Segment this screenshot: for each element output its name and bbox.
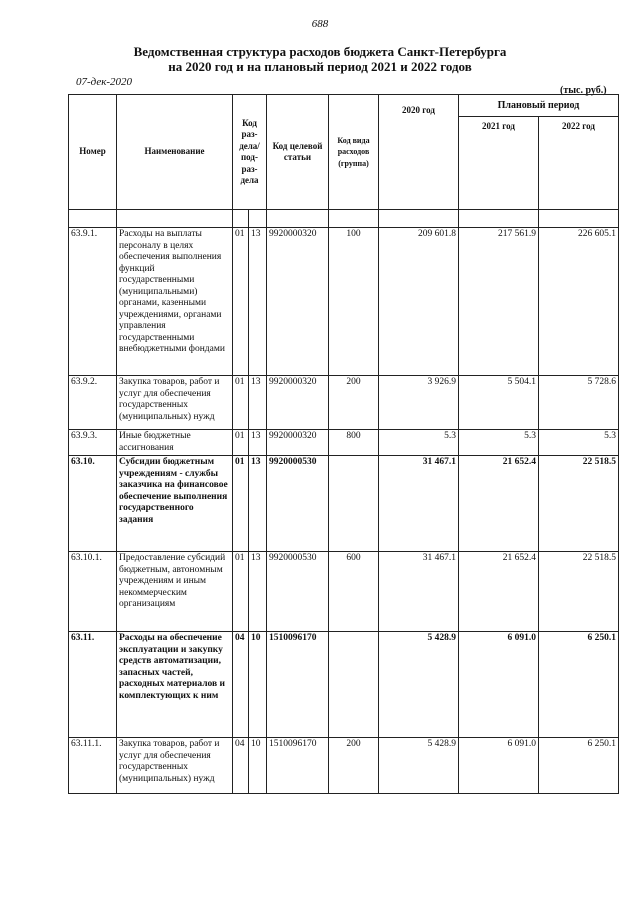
row-target: 9920000320 bbox=[267, 376, 329, 430]
row-2021: 217 561.9 bbox=[459, 228, 539, 376]
table-row bbox=[69, 456, 619, 552]
row-number: 63.9.1. bbox=[69, 228, 117, 376]
row-number: 63.9.3. bbox=[69, 430, 117, 456]
row-subsection: 10 bbox=[249, 738, 267, 794]
row-2020: 31 467.1 bbox=[379, 552, 459, 632]
row-subsection: 13 bbox=[249, 228, 267, 376]
row-number: 63.11.1. bbox=[69, 738, 117, 794]
row-target: 1510096170 bbox=[267, 738, 329, 794]
row-number: 63.11. bbox=[69, 632, 117, 738]
units-label: (тыс. руб.) bbox=[560, 85, 607, 96]
row-type bbox=[329, 456, 379, 552]
row-subsection: 10 bbox=[249, 632, 267, 738]
row-section: 01 bbox=[233, 228, 249, 376]
table-row bbox=[69, 228, 619, 376]
row-section: 01 bbox=[233, 456, 249, 552]
table-row bbox=[69, 552, 619, 632]
row-2021: 6 091.0 bbox=[459, 738, 539, 794]
row-2020: 5.3 bbox=[379, 430, 459, 456]
header-2020: 2020 год bbox=[379, 95, 459, 210]
header-expense-type: Код вида расходов (группа) bbox=[329, 95, 379, 210]
row-type: 100 bbox=[329, 228, 379, 376]
expenses-table bbox=[68, 94, 619, 794]
row-name: Субсидии бюджетным учреждениям - службы заказчика на финансовое обеспечение выполнения государственного задания bbox=[117, 456, 233, 552]
row-2021: 5 504.1 bbox=[459, 376, 539, 430]
header-name: Наименование bbox=[117, 95, 233, 210]
row-2022: 226 605.1 bbox=[539, 228, 619, 376]
document-date: 07-дек-2020 bbox=[76, 76, 133, 88]
row-target: 9920000530 bbox=[267, 456, 329, 552]
row-type: 200 bbox=[329, 738, 379, 794]
row-subsection: 13 bbox=[249, 456, 267, 552]
row-target: 9920000530 bbox=[267, 552, 329, 632]
row-number: 63.10. bbox=[69, 456, 117, 552]
header-2021: 2021 год bbox=[459, 117, 539, 210]
row-name: Закупка товаров, работ и услуг для обеспечения государственных (муниципальных) нужд bbox=[117, 376, 233, 430]
row-2021: 21 652.4 bbox=[459, 456, 539, 552]
header-target: Код целевой статьи bbox=[267, 95, 329, 210]
row-number: 63.10.1. bbox=[69, 552, 117, 632]
row-2022: 5.3 bbox=[539, 430, 619, 456]
document-title bbox=[0, 44, 640, 74]
row-subsection: 13 bbox=[249, 430, 267, 456]
row-type: 800 bbox=[329, 430, 379, 456]
row-2021: 6 091.0 bbox=[459, 632, 539, 738]
row-section: 04 bbox=[233, 632, 249, 738]
row-subsection: 13 bbox=[249, 552, 267, 632]
table-row bbox=[69, 376, 619, 430]
header-2022: 2022 год bbox=[539, 117, 619, 210]
header-section: Код раз- дела/ под- раз- дела bbox=[233, 95, 267, 210]
row-2022: 6 250.1 bbox=[539, 738, 619, 794]
table-row bbox=[69, 430, 619, 456]
row-2022: 22 518.5 bbox=[539, 456, 619, 552]
row-target: 9920000320 bbox=[267, 228, 329, 376]
row-type bbox=[329, 632, 379, 738]
row-section: 01 bbox=[233, 430, 249, 456]
header-number: Номер bbox=[69, 95, 117, 210]
row-2020: 3 926.9 bbox=[379, 376, 459, 430]
table-row bbox=[69, 738, 619, 794]
row-subsection: 13 bbox=[249, 376, 267, 430]
row-name: Расходы на обеспечение эксплуатации и закупку средств автоматизации, запасных частей, расходных материалов и комплектующих к ним bbox=[117, 632, 233, 738]
title-line-2: на 2020 год и на плановый период 2021 и 2022 годов bbox=[168, 59, 472, 74]
row-2021: 5.3 bbox=[459, 430, 539, 456]
row-2022: 22 518.5 bbox=[539, 552, 619, 632]
row-section: 01 bbox=[233, 376, 249, 430]
row-2022: 5 728.6 bbox=[539, 376, 619, 430]
header-planned: Плановый период bbox=[459, 95, 619, 117]
row-target: 9920000320 bbox=[267, 430, 329, 456]
row-2020: 5 428.9 bbox=[379, 632, 459, 738]
row-2021: 21 652.4 bbox=[459, 552, 539, 632]
page-number: 688 bbox=[311, 18, 329, 30]
row-number: 63.9.2. bbox=[69, 376, 117, 430]
row-2020: 209 601.8 bbox=[379, 228, 459, 376]
row-target: 1510096170 bbox=[267, 632, 329, 738]
table-row bbox=[69, 632, 619, 738]
row-name: Закупка товаров, работ и услуг для обеспечения государственных (муниципальных) нужд bbox=[117, 738, 233, 794]
row-section: 01 bbox=[233, 552, 249, 632]
row-section: 04 bbox=[233, 738, 249, 794]
row-name: Иные бюджетные ассигнования bbox=[117, 430, 233, 456]
row-2022: 6 250.1 bbox=[539, 632, 619, 738]
row-2020: 31 467.1 bbox=[379, 456, 459, 552]
title-line-1: Ведомственная структура расходов бюджета Санкт-Петербурга bbox=[133, 44, 507, 59]
row-type: 200 bbox=[329, 376, 379, 430]
row-name: Расходы на выплаты персоналу в целях обеспечения выполнения функций государственными (муниципальными) органами, казенными учреждениями, органами управления государственными внебюджетными фондами bbox=[117, 228, 233, 376]
row-type: 600 bbox=[329, 552, 379, 632]
row-2020: 5 428.9 bbox=[379, 738, 459, 794]
row-name: Предоставление субсидий бюджетным, автономным учреждениям и иным некоммерческим организациям bbox=[117, 552, 233, 632]
